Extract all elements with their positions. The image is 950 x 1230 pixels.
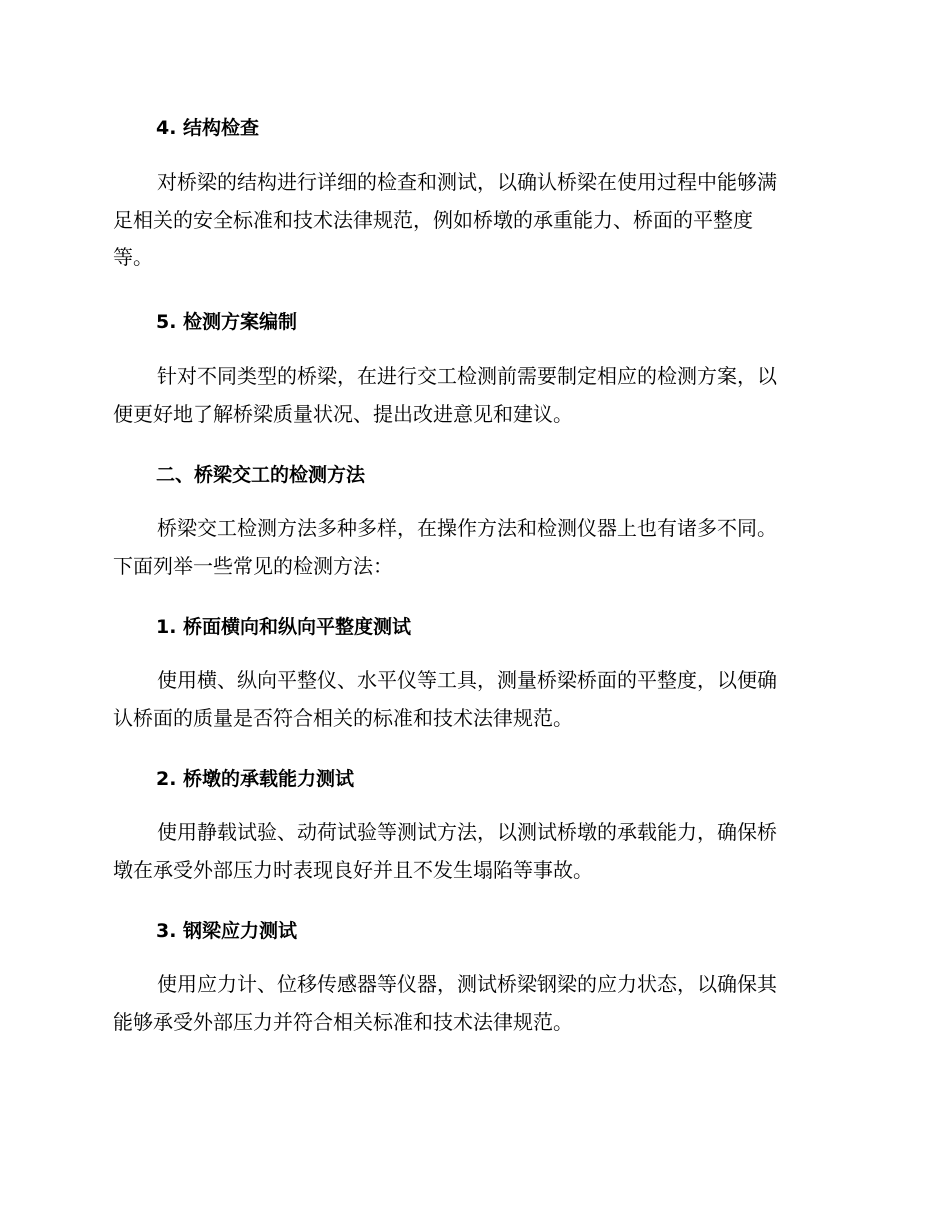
paragraph-line: 足相关的安全标准和技术法律规范，例如桥墩的承重能力、桥面的平整度: [113, 207, 753, 232]
paragraph-line: 桥梁交工检测方法多种多样，在操作方法和检测仪器上也有诸多不同。: [157, 516, 777, 540]
section-heading-methods: 二、桥梁交工的检测方法: [156, 464, 366, 486]
paragraph-steel-stress: [113, 966, 833, 1041]
paragraph-test-plan: [113, 358, 833, 433]
paragraph-line: 对桥梁的结构进行详细的检查和测试，以确认桥梁在使用过程中能够满: [157, 170, 777, 194]
paragraph-deck-flatness: [113, 662, 833, 737]
paragraph-line: 使用应力计、位移传感器等仪器，测试桥梁钢梁的应力状态，以确保其: [157, 972, 777, 996]
paragraph-line: 使用横、纵向平整仪、水平仪等工具，测量桥梁桥面的平整度，以便确: [157, 668, 777, 692]
paragraph-line: 认桥面的质量是否符合相关的标准和技术法律规范。: [113, 705, 573, 730]
section-heading-structure-inspection: 4. 结构检查: [156, 117, 260, 139]
paragraph-pier-capacity: [113, 814, 833, 889]
section-heading-pier-capacity: 2. 桥墩的承载能力测试: [156, 768, 355, 790]
paragraph-structure-inspection: [113, 164, 833, 277]
paragraph-line: 墩在承受外部压力时表现良好并且不发生塌陷等事故。: [113, 857, 593, 882]
section-heading-test-plan: 5. 检测方案编制: [156, 311, 298, 333]
paragraph-line: 便更好地了解桥梁质量状况、提出改进意见和建议。: [113, 401, 573, 426]
paragraph-line: 能够承受外部压力并符合相关标准和技术法律规范。: [113, 1009, 573, 1034]
paragraph-line: 下面列举一些常见的检测方法：: [113, 553, 393, 578]
section-heading-steel-stress: 3. 钢梁应力测试: [156, 920, 298, 942]
paragraph-line: 使用静载试验、动荷试验等测试方法，以测试桥墩的承载能力，确保桥: [157, 820, 777, 844]
paragraph-line: 等。: [113, 245, 153, 269]
section-heading-deck-flatness: 1. 桥面横向和纵向平整度测试: [156, 616, 412, 638]
paragraph-methods: [113, 510, 833, 585]
paragraph-line: 针对不同类型的桥梁，在进行交工检测前需要制定相应的检测方案，以: [157, 364, 777, 388]
